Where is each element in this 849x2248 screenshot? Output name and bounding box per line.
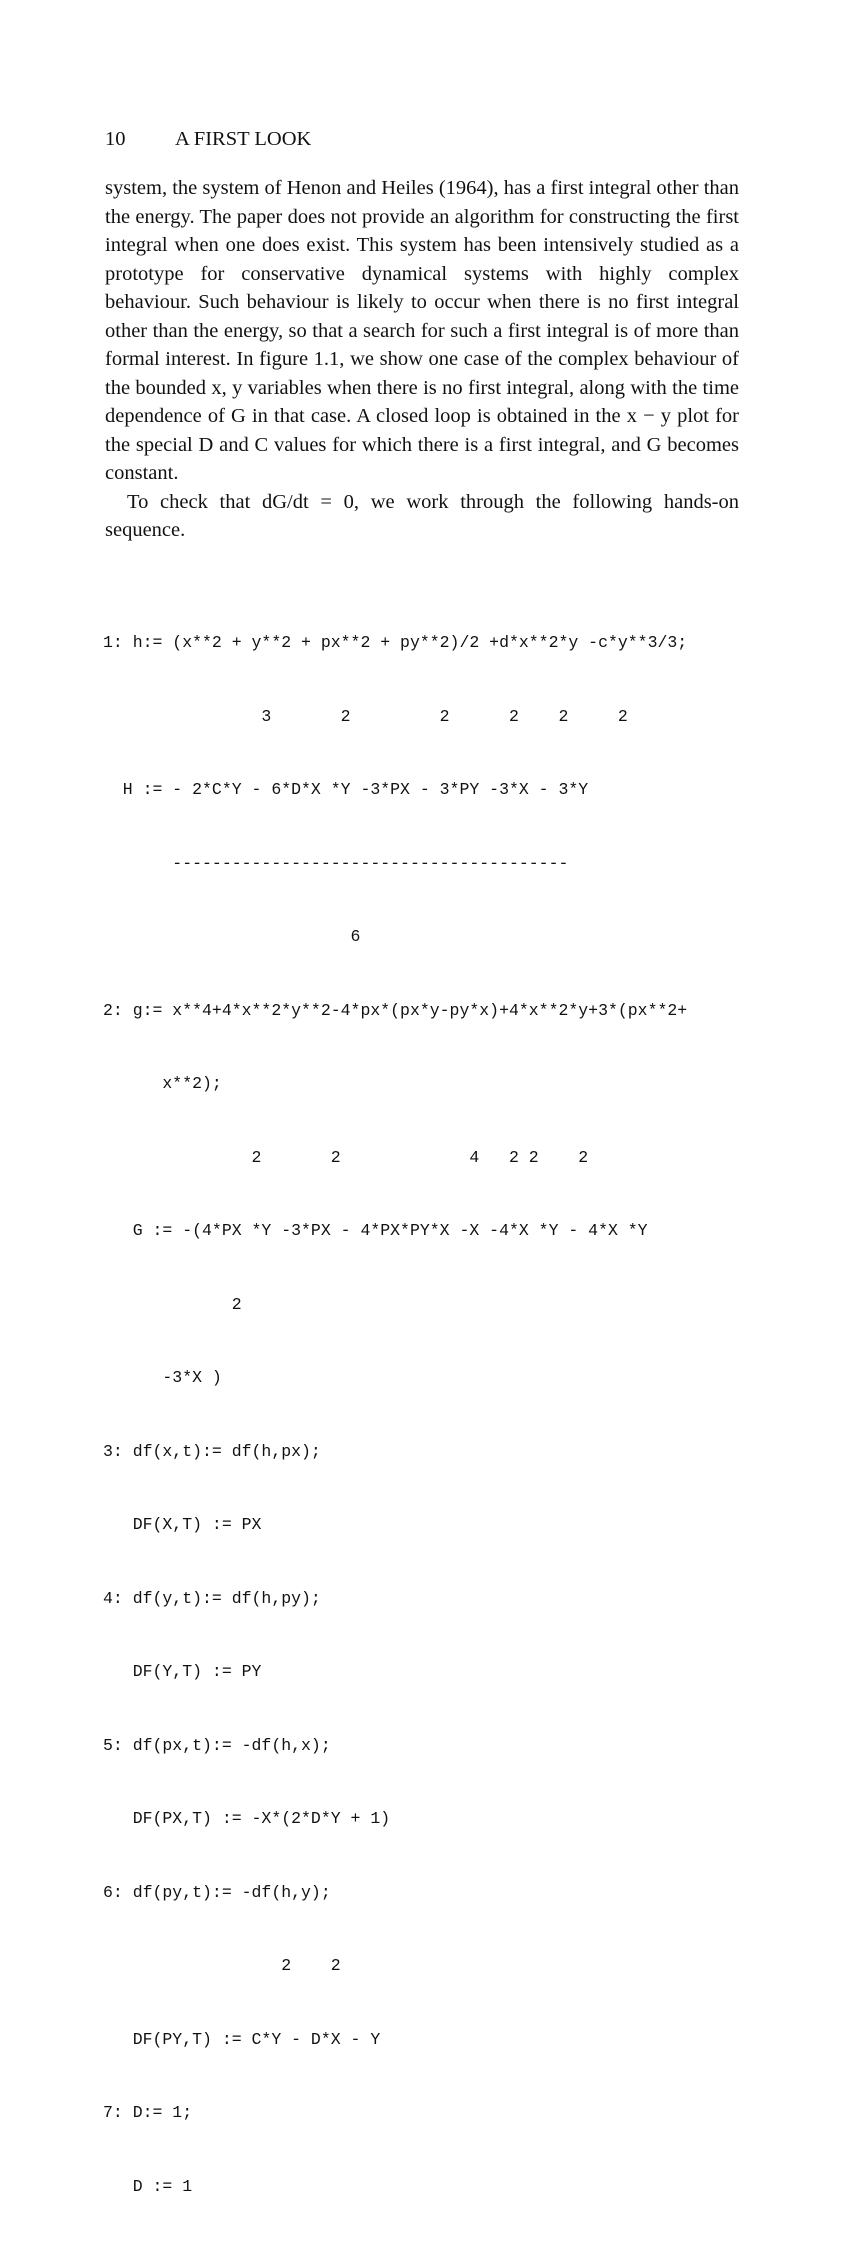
session-line: 2 2 bbox=[103, 1956, 341, 1975]
session-line: D := 1 bbox=[103, 2176, 193, 2196]
session-line: 6 bbox=[103, 927, 361, 946]
session-line: DF(Y,T) := PY bbox=[103, 1662, 262, 1681]
session-line: 2 2 4 2 2 2 bbox=[103, 1147, 589, 1167]
session-line: DF(X,T) := PX bbox=[103, 1515, 262, 1534]
page-number: 10 bbox=[105, 128, 126, 150]
paragraph: To check that dG/dt = 0, we work through the following hands-on sequence. bbox=[105, 490, 739, 541]
session-line: 7: D:= 1; bbox=[103, 2103, 193, 2122]
session-line: DF(PX,T) := -X*(2*D*Y + 1) bbox=[103, 1809, 391, 1828]
session-line: 1: h:= (x**2 + y**2 + px**2 + py**2)/2 +d*x**2*y -c*y**3/3; bbox=[103, 633, 688, 652]
running-header bbox=[105, 126, 311, 152]
session-line: 3 2 2 2 2 2 bbox=[103, 706, 628, 726]
session-line: ---------------------------------------- bbox=[103, 853, 569, 873]
session-line: DF(PY,T) := C*Y - D*X - Y bbox=[103, 2029, 381, 2049]
session-line: 4: df(y,t):= df(h,py); bbox=[103, 1588, 321, 1608]
session-line: H := - 2*C*Y - 6*D*X *Y -3*PX - 3*PY -3*X - 3*Y bbox=[103, 780, 589, 799]
session-line: -3*X ) bbox=[103, 1368, 222, 1387]
session-line: 3: df(x,t):= df(h,px); bbox=[103, 1441, 321, 1461]
session-line: 5: df(px,t):= -df(h,x); bbox=[103, 1735, 331, 1755]
session-line: 2 bbox=[103, 1294, 242, 1314]
body-text bbox=[105, 174, 739, 545]
session-line: G := -(4*PX *Y -3*PX - 4*PX*PY*X -X -4*X *Y - 4*X *Y bbox=[103, 1221, 648, 1240]
running-title: A FIRST LOOK bbox=[175, 128, 312, 150]
paragraph: system, the system of Henon and Heiles (1964), has a first integral other than the energy. The paper does not provide an algorithm for constructing the first integral when one does exist. This system has been intensively studied as a prototype for conservative dynamical systems with highly complex behaviour. Such behaviour is likely to occur when there is no first integral other than the energy, so that a search for such a first integral is of more than formal interest. In figure 1.1, we show one case of the complex behaviour of the bounded x, y variables when there is no first integral, along with the time dependence of G in that case. A closed loop is obtained in the x − y plot for the special D and C values for which there is a first integral, and G becomes constant. bbox=[105, 177, 739, 484]
session-line: x**2); bbox=[103, 1074, 222, 1093]
session-line: 6: df(py,t):= -df(h,y); bbox=[103, 1882, 331, 1902]
session-line: 2: g:= x**4+4*x**2*y**2-4*px*(px*y-py*x)+4*x**2*y+3*(px**2+ bbox=[103, 1000, 688, 1020]
computer-algebra-session bbox=[103, 582, 687, 2248]
